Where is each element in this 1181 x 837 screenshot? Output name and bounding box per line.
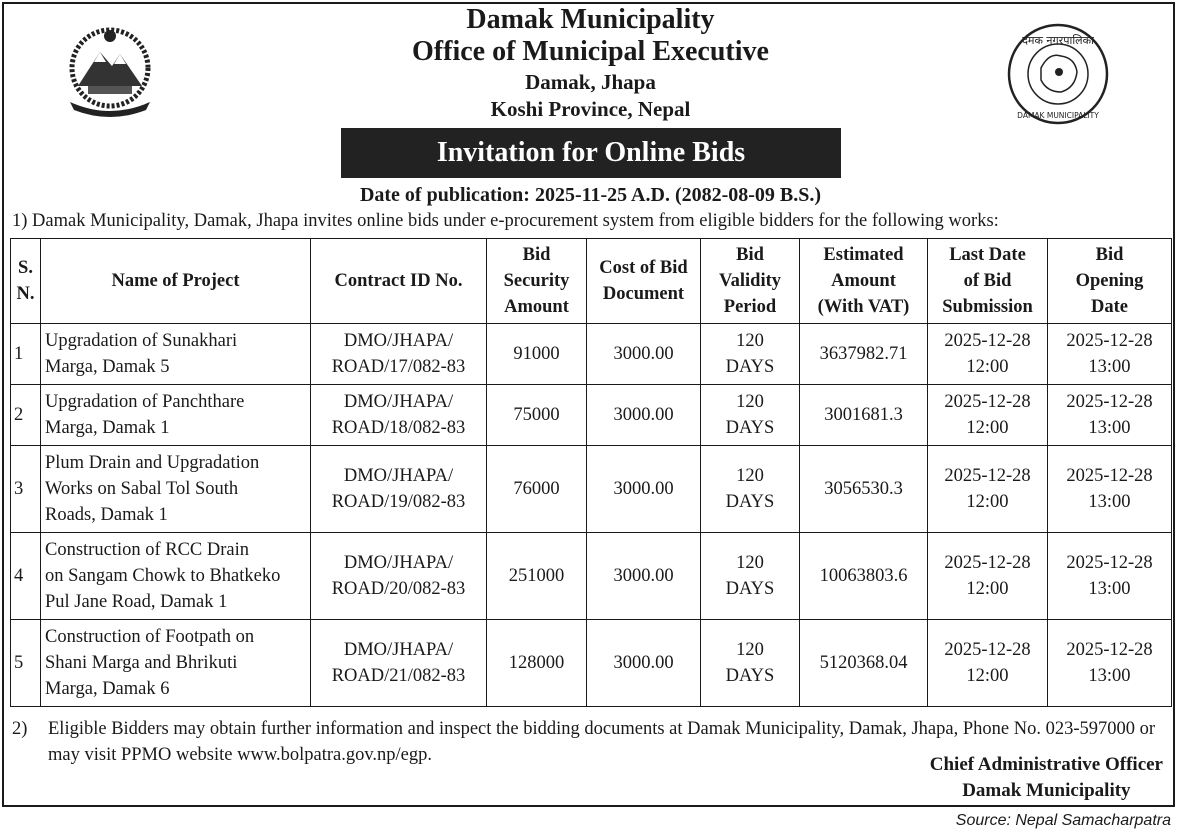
header-sn: S. N.: [11, 239, 41, 324]
cell-project-name-line: Pul Jane Road, Damak 1: [45, 592, 228, 612]
cell-document-cost: 3000.00: [587, 446, 701, 533]
intro-paragraph: 1) Damak Municipality, Damak, Jhapa invites online bids under e-procurement system from eligible bidders for the following works:: [12, 211, 999, 231]
cell-opening-date-line: 13:00: [1088, 492, 1131, 512]
cell-validity-line: 120: [736, 640, 764, 660]
table-row: [11, 446, 1172, 533]
publication-date: Date of publication: 2025-11-25 A.D. (2082-08-09 B.S.): [359, 184, 822, 206]
table-row: [11, 620, 1172, 707]
cell-project-name: [41, 533, 311, 620]
cell-bid-security: 75000: [487, 385, 587, 446]
cell-last-date-line: 2025-12-28: [944, 466, 1031, 486]
header-location: Damak, Jhapa: [525, 70, 656, 94]
cell-document-cost: 3000.00: [587, 533, 701, 620]
table-row: [11, 533, 1172, 620]
cell-project-name-line: Upgradation of Sunakhari: [45, 331, 238, 351]
cell-sn: 3: [11, 446, 41, 533]
cell-last-date: [928, 324, 1048, 385]
cell-sn: 5: [11, 620, 41, 707]
cell-opening-date-line: 2025-12-28: [1066, 640, 1153, 660]
signature-title: Chief Administrative Officer: [929, 754, 1163, 775]
table-row: [11, 385, 1172, 446]
cell-validity: [701, 385, 800, 446]
cell-project-name-line: Roads, Damak 1: [45, 505, 168, 525]
cell-opening-date: [1048, 446, 1172, 533]
cell-bid-security: 128000: [487, 620, 587, 707]
cell-sn: 4: [11, 533, 41, 620]
cell-validity: [701, 620, 800, 707]
cell-last-date-line: 2025-12-28: [944, 392, 1031, 412]
cell-opening-date: [1048, 533, 1172, 620]
header-office: Office of Municipal Executive: [412, 36, 769, 67]
cell-opening-date-line: 2025-12-28: [1066, 392, 1153, 412]
cell-last-date-line: 2025-12-28: [944, 640, 1031, 660]
cell-estimated-amount: 5120368.04: [800, 620, 928, 707]
cell-validity-line: 120: [736, 331, 764, 351]
cell-sn: 1: [11, 324, 41, 385]
header-project-name: Name of Project: [41, 239, 311, 324]
cell-project-name: [41, 324, 311, 385]
cell-project-name-line: Marga, Damak 6: [45, 679, 170, 699]
cell-contract-id-line: DMO/JHAPA/: [343, 466, 454, 486]
cell-bid-security: 76000: [487, 446, 587, 533]
header-last-date: Last Date of Bid Submission: [928, 239, 1048, 324]
cell-contract-id: [311, 324, 487, 385]
cell-validity-line: DAYS: [725, 418, 775, 438]
cell-project-name-line: Shani Marga and Bhrikuti: [45, 653, 238, 673]
cell-contract-id-line: ROAD/18/082-83: [331, 418, 466, 438]
cell-opening-date-line: 13:00: [1088, 357, 1131, 377]
header-estimated-amount: Estimated Amount (With VAT): [800, 239, 928, 324]
cell-opening-date-line: 13:00: [1088, 666, 1131, 686]
cell-validity-line: 120: [736, 553, 764, 573]
cell-estimated-amount: 10063803.6: [800, 533, 928, 620]
seal-top-text: दमक नगरपालिका: [1022, 34, 1094, 47]
signature-organization: Damak Municipality: [962, 780, 1131, 801]
cell-validity-line: DAYS: [725, 666, 775, 686]
cell-last-date-line: 12:00: [966, 579, 1009, 599]
cell-sn: 2: [11, 385, 41, 446]
cell-last-date-line: 12:00: [966, 357, 1009, 377]
table-row: [11, 324, 1172, 385]
header-cost-of-document: Cost of Bid Document: [587, 239, 701, 324]
cell-last-date: [928, 533, 1048, 620]
cell-document-cost: 3000.00: [587, 620, 701, 707]
cell-project-name-line: Construction of RCC Drain: [45, 540, 250, 560]
note-text: Eligible Bidders may obtain further information and inspect the bidding documents at Damak Municipality, Damak, Jhapa, Phone No. 023-597000 or may visit PPMO website www.bolpatra.gov.np/egp.: [48, 719, 1156, 765]
cell-project-name-line: on Sangam Chowk to Bhatkeko: [45, 566, 281, 586]
cell-opening-date-line: 2025-12-28: [1066, 553, 1153, 573]
cell-last-date-line: 2025-12-28: [944, 553, 1031, 573]
cell-opening-date: [1048, 385, 1172, 446]
header-bid-validity: Bid Validity Period: [701, 239, 800, 324]
cell-estimated-amount: 3056530.3: [800, 446, 928, 533]
cell-contract-id: [311, 446, 487, 533]
cell-project-name-line: Plum Drain and Upgradation: [45, 453, 260, 473]
cell-contract-id-line: ROAD/19/082-83: [331, 492, 466, 512]
cell-validity: [701, 324, 800, 385]
cell-project-name-line: Marga, Damak 5: [45, 357, 170, 377]
cell-opening-date: [1048, 324, 1172, 385]
cell-validity-line: DAYS: [725, 357, 775, 377]
cell-project-name-line: Construction of Footpath on: [45, 627, 255, 647]
cell-validity: [701, 446, 800, 533]
cell-project-name-line: Works on Sabal Tol South: [45, 479, 239, 499]
cell-validity: [701, 533, 800, 620]
cell-last-date: [928, 385, 1048, 446]
note-number: 2): [12, 719, 28, 739]
cell-estimated-amount: 3637982.71: [800, 324, 928, 385]
cell-contract-id-line: ROAD/17/082-83: [331, 357, 466, 377]
cell-opening-date-line: 13:00: [1088, 579, 1131, 599]
cell-project-name: [41, 385, 311, 446]
cell-project-name: [41, 446, 311, 533]
cell-validity-line: DAYS: [725, 492, 775, 512]
cell-document-cost: 3000.00: [587, 324, 701, 385]
cell-opening-date-line: 2025-12-28: [1066, 331, 1153, 351]
table-header-row: [11, 239, 1172, 324]
signature-block: [930, 752, 1163, 804]
cell-last-date-line: 12:00: [966, 418, 1009, 438]
cell-opening-date-line: 2025-12-28: [1066, 466, 1153, 486]
notice-title-banner: Invitation for Online Bids: [341, 128, 841, 178]
seal-bottom-text: DAMAK MUNICIPALITY: [1017, 111, 1099, 120]
cell-last-date-line: 12:00: [966, 492, 1009, 512]
cell-validity-line: 120: [736, 392, 764, 412]
cell-contract-id-line: DMO/JHAPA/: [343, 640, 454, 660]
cell-contract-id: [311, 620, 487, 707]
cell-contract-id-line: DMO/JHAPA/: [343, 392, 454, 412]
cell-validity-line: DAYS: [725, 579, 775, 599]
cell-project-name-line: Marga, Damak 1: [45, 418, 170, 438]
cell-contract-id-line: DMO/JHAPA/: [343, 553, 454, 573]
header-municipality: Damak Municipality: [466, 4, 715, 35]
cell-contract-id: [311, 533, 487, 620]
header-bid-security: Bid Security Amount: [487, 239, 587, 324]
cell-contract-id-line: DMO/JHAPA/: [343, 331, 454, 351]
cell-project-name-line: Upgradation of Panchthare: [45, 392, 245, 412]
cell-estimated-amount: 3001681.3: [800, 385, 928, 446]
cell-bid-security: 251000: [487, 533, 587, 620]
notice-header: [0, 4, 1181, 122]
cell-document-cost: 3000.00: [587, 385, 701, 446]
cell-contract-id-line: ROAD/21/082-83: [331, 666, 466, 686]
header-opening-date: Bid Opening Date: [1048, 239, 1172, 324]
cell-bid-security: 91000: [487, 324, 587, 385]
cell-last-date-line: 12:00: [966, 666, 1009, 686]
header-contract-id: Contract ID No.: [311, 239, 487, 324]
cell-contract-id: [311, 385, 487, 446]
bids-table: [10, 238, 1172, 707]
cell-last-date: [928, 446, 1048, 533]
source-credit: Source: Nepal Samacharpatra: [955, 812, 1171, 829]
cell-project-name: [41, 620, 311, 707]
cell-opening-date-line: 13:00: [1088, 418, 1131, 438]
cell-validity-line: 120: [736, 466, 764, 486]
cell-opening-date: [1048, 620, 1172, 707]
cell-last-date-line: 2025-12-28: [944, 331, 1031, 351]
cell-contract-id-line: ROAD/20/082-83: [331, 579, 466, 599]
header-province: Koshi Province, Nepal: [490, 97, 691, 121]
cell-last-date: [928, 620, 1048, 707]
